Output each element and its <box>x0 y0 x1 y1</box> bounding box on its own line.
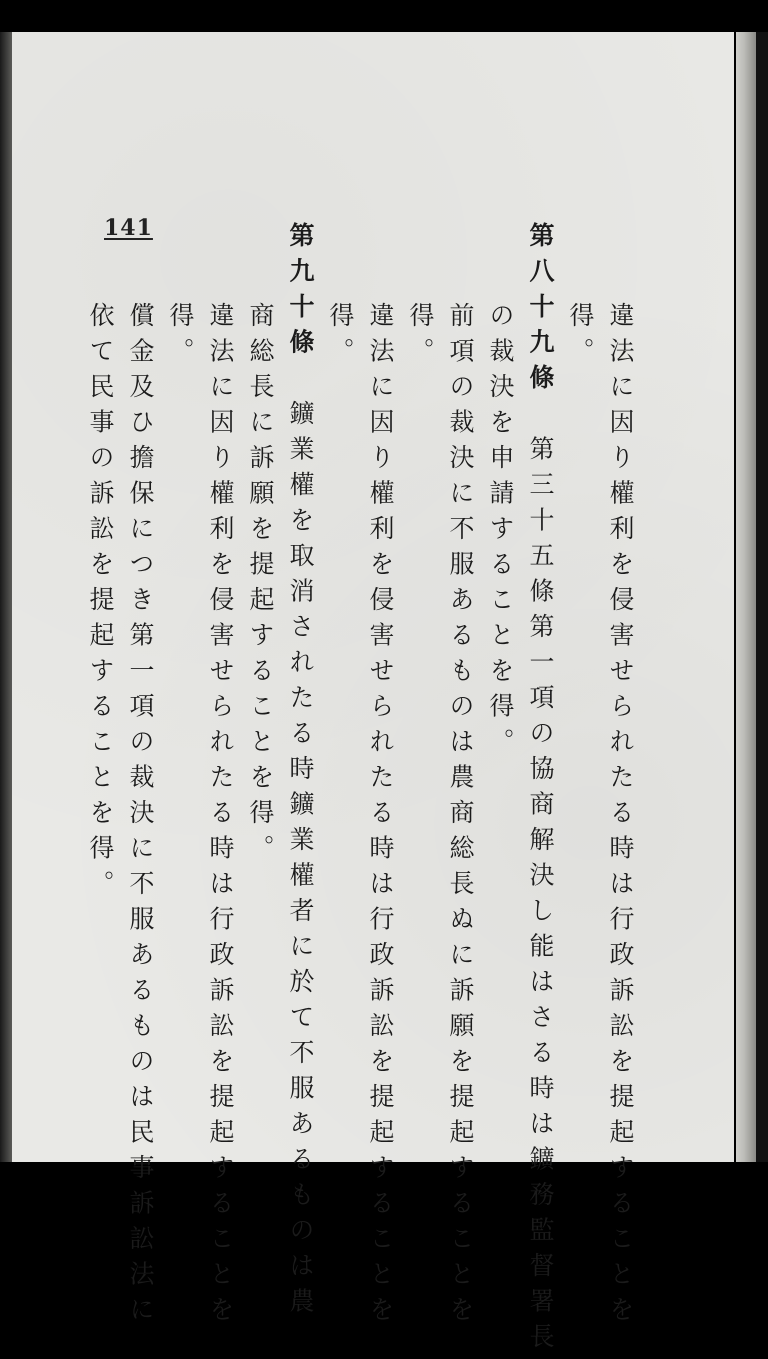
text-column-2: 得。 <box>566 302 595 373</box>
page-edge-shadow <box>736 32 756 1162</box>
text-column-4: の裁決を申請することを得。 <box>486 302 515 764</box>
article-90-heading: 第九十條 <box>286 222 315 364</box>
book-spine <box>756 32 768 1162</box>
text-column-8: 得。 <box>326 302 355 373</box>
article-89-column <box>528 222 553 1359</box>
article-90-column <box>288 222 313 1323</box>
text-column-10: 商総長に訴願を提起することを得。 <box>246 302 275 870</box>
article-89-heading: 第八十九條 <box>526 222 555 400</box>
book-left-edge <box>0 32 12 1162</box>
text-column-13: 償金及ひ擔保につき第一項の裁決に不服あるものは民事訴訟法に <box>126 302 155 1332</box>
text-column-5: 前項の裁決に不服あるものは農商総長ぬに訴願を提起することを <box>446 302 475 1332</box>
text-column-6: 得。 <box>406 302 435 373</box>
text-column-11: 違法に因り權利を侵害せられたる時は行政訴訟を提起することを <box>206 302 235 1332</box>
text-column-12: 得。 <box>166 302 195 373</box>
page-number: 141 <box>104 215 153 241</box>
text-column-1: 違法に因り權利を侵害せられたる時は行政訴訟を提起することを <box>606 302 635 1332</box>
text-column-14: 依て民事の訴訟を提起することを得。 <box>86 302 115 906</box>
article-90-body: 鑛業權を取消されたる時鑛業權者に於て不服あるものは農 <box>286 400 315 1323</box>
article-89-body: 第三十五條第一項の協商解決し能はさる時は鑛務監督署長 <box>526 435 555 1359</box>
text-column-7: 違法に因り權利を侵害せられたる時は行政訴訟を提起することを <box>366 302 395 1332</box>
